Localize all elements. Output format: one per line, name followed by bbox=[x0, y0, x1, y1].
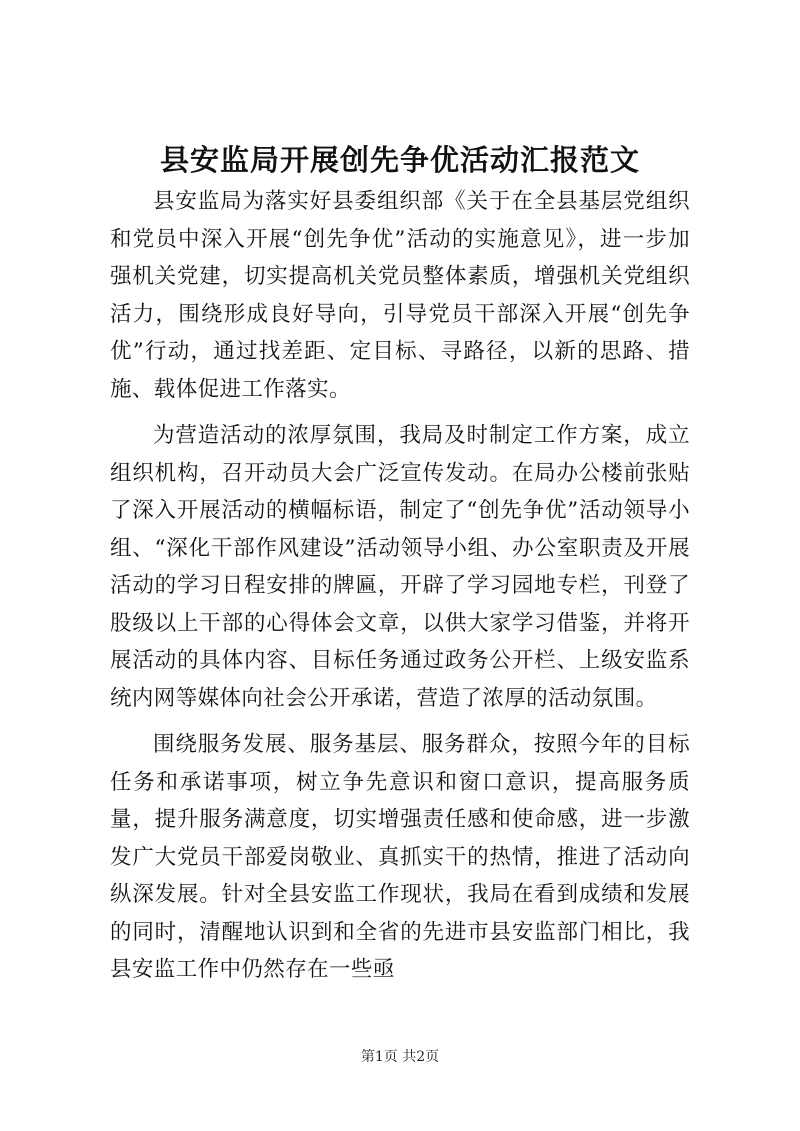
paragraph-3: 围绕服务发展、服务基层、服务群众，按照今年的目标任务和承诺事项，树立争先意识和窗口意识，提高服务质量，提升服务满意度，切实增强责任感和使命感，进一步激发广大党员干部爱岗敬业、真抓实干的热情，推进了活动向纵深发展。针对全县安监工作现状，我局在看到成绩和发展的同时，清醒地认识到和全省的先进市县安监部门相比，我县安监工作中仍然存在一些亟 bbox=[110, 732, 690, 982]
document-title: 县安监局开展创先争优活动汇报范文 bbox=[159, 143, 640, 177]
paragraph-1: 县安监局为落实好县委组织部《关于在全县基层党组织和党员中深入开展“创先争优”活动的实施意见》，进一步加强机关党建，切实提高机关党员整体素质，增强机关党组织活力，围绕形成良好导向，引导党员干部深入开展“创先争优”行动，通过找差距、定目标、寻路径，以新的思路、措施、载体促进工作落实。 bbox=[110, 189, 690, 402]
paragraph-2: 为营造活动的浓厚氛围，我局及时制定工作方案，成立组织机构，召开动员大会广泛宣传发动。在局办公楼前张贴了深入开展活动的横幅标语，制定了“创先争优”活动领导小组、“深化干部作风建设”活动领导小组、办公室职责及开展活动的学习日程安排的牌匾，开辟了学习园地专栏，刊登了股级以上干部的心得体会文章，以供大家学习借鉴，并将开展活动的具体内容、目标任务通过政务公开栏、上级安监系统内网等媒体向社会公开承诺，营造了浓厚的活动氛围。 bbox=[110, 423, 690, 711]
document-body bbox=[110, 183, 690, 998]
page-footer: 第1页 共2页 bbox=[360, 1049, 440, 1065]
